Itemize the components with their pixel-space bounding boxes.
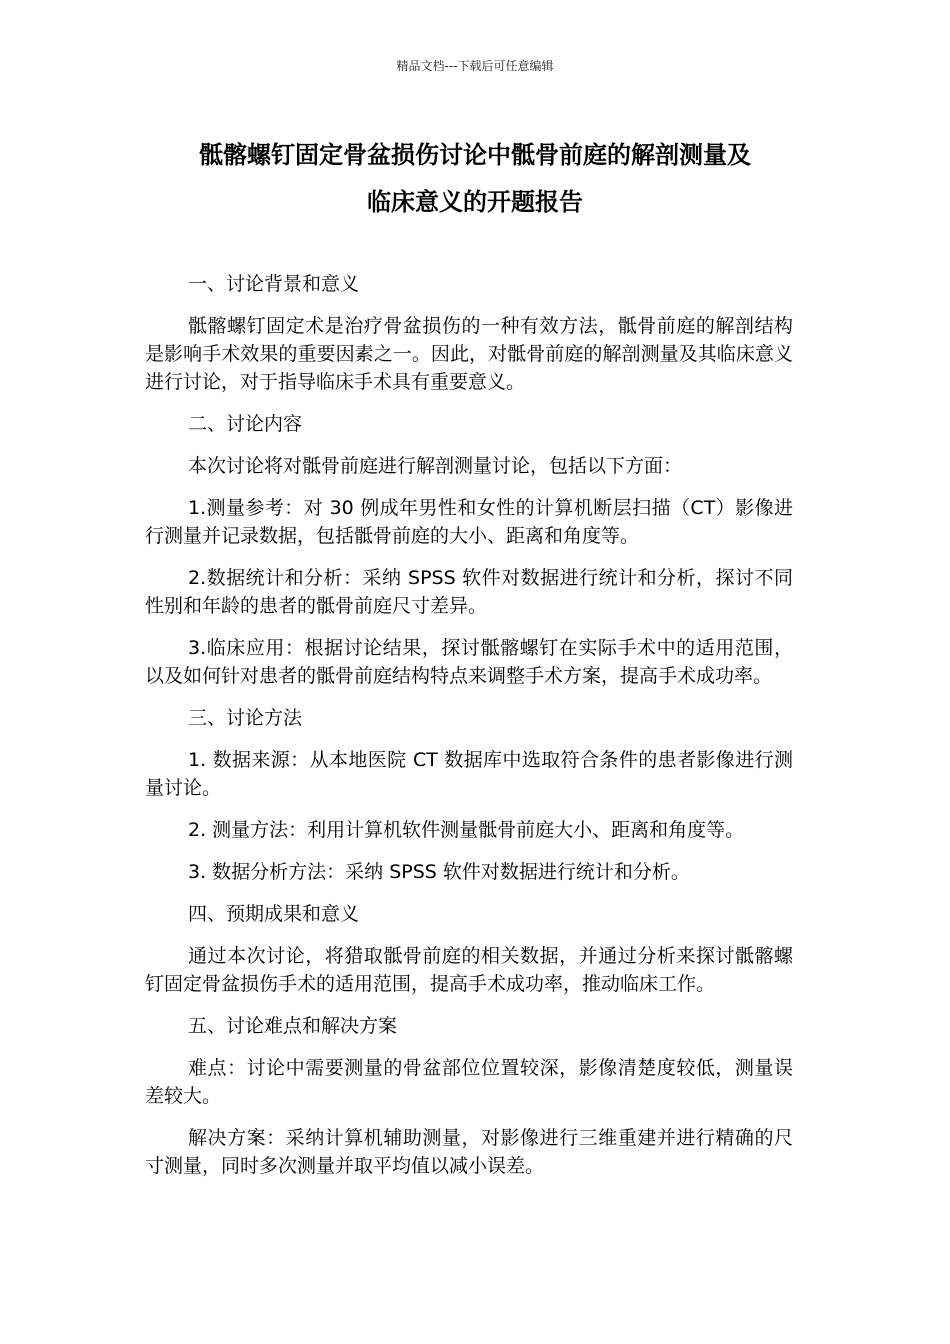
content-item-2: 2.数据统计和分析：采纳 SPSS 软件对数据进行统计和分析，探讨不同性别和年龄的患者的骶骨前庭尺寸差异。 bbox=[145, 567, 793, 617]
difficulties-paragraph: 难点：讨论中需要测量的骨盆部位位置较深，影像清楚度较低，测量误差较大。 bbox=[145, 1057, 793, 1107]
methods-item-1: 1. 数据来源：从本地医院 CT 数据库中选取符合条件的患者影像进行测量讨论。 bbox=[145, 749, 793, 799]
methods-item-2: 2. 测量方法：利用计算机软件测量骶骨前庭大小、距离和角度等。 bbox=[188, 819, 745, 841]
background-paragraph: 骶髂螺钉固定术是治疗骨盆损伤的一种有效方法，骶骨前庭的解剖结构是影响手术效果的重要因素之一。因此，对骶骨前庭的解剖测量及其临床意义进行讨论，对于指导临床手术具有重要意义。 bbox=[145, 315, 793, 393]
section-heading-methods: 三、讨论方法 bbox=[188, 707, 303, 729]
methods-item-3: 3. 数据分析方法：采纳 SPSS 软件对数据进行统计和分析。 bbox=[188, 861, 690, 883]
document-title bbox=[145, 132, 805, 226]
title-line-2: 临床意义的开题报告 bbox=[367, 188, 583, 216]
document-body bbox=[145, 270, 793, 1194]
section-heading-outcomes: 四、预期成果和意义 bbox=[188, 903, 360, 925]
content-intro-paragraph: 本次讨论将对骶骨前庭进行解剖测量讨论，包括以下方面： bbox=[188, 455, 683, 477]
section-heading-difficulties: 五、讨论难点和解决方案 bbox=[188, 1015, 398, 1037]
section-heading-background: 一、讨论背景和意义 bbox=[188, 273, 360, 295]
outcomes-paragraph: 通过本次讨论，将猎取骶骨前庭的相关数据，并通过分析来探讨骶髂螺钉固定骨盆损伤手术的适用范围，提高手术成功率，推动临床工作。 bbox=[145, 945, 793, 995]
solution-paragraph: 解决方案：采纳计算机辅助测量，对影像进行三维重建并进行精确的尺寸测量，同时多次测量并取平均值以减小误差。 bbox=[145, 1127, 793, 1177]
content-item-3: 3.临床应用：根据讨论结果，探讨骶髂螺钉在实际手术中的适用范围，以及如何针对患者的骶骨前庭结构特点来调整手术方案，提高手术成功率。 bbox=[145, 637, 793, 687]
content-item-1: 1.测量参考：对 30 例成年男性和女性的计算机断层扫描（CT）影像进行测量并记录数据，包括骶骨前庭的大小、距离和角度等。 bbox=[145, 497, 793, 547]
page-header: 精品文档---下载后可任意编辑 bbox=[396, 59, 554, 73]
title-line-1: 骶髂螺钉固定骨盆损伤讨论中骶骨前庭的解剖测量及 bbox=[199, 141, 751, 169]
section-heading-content: 二、讨论内容 bbox=[188, 413, 303, 435]
